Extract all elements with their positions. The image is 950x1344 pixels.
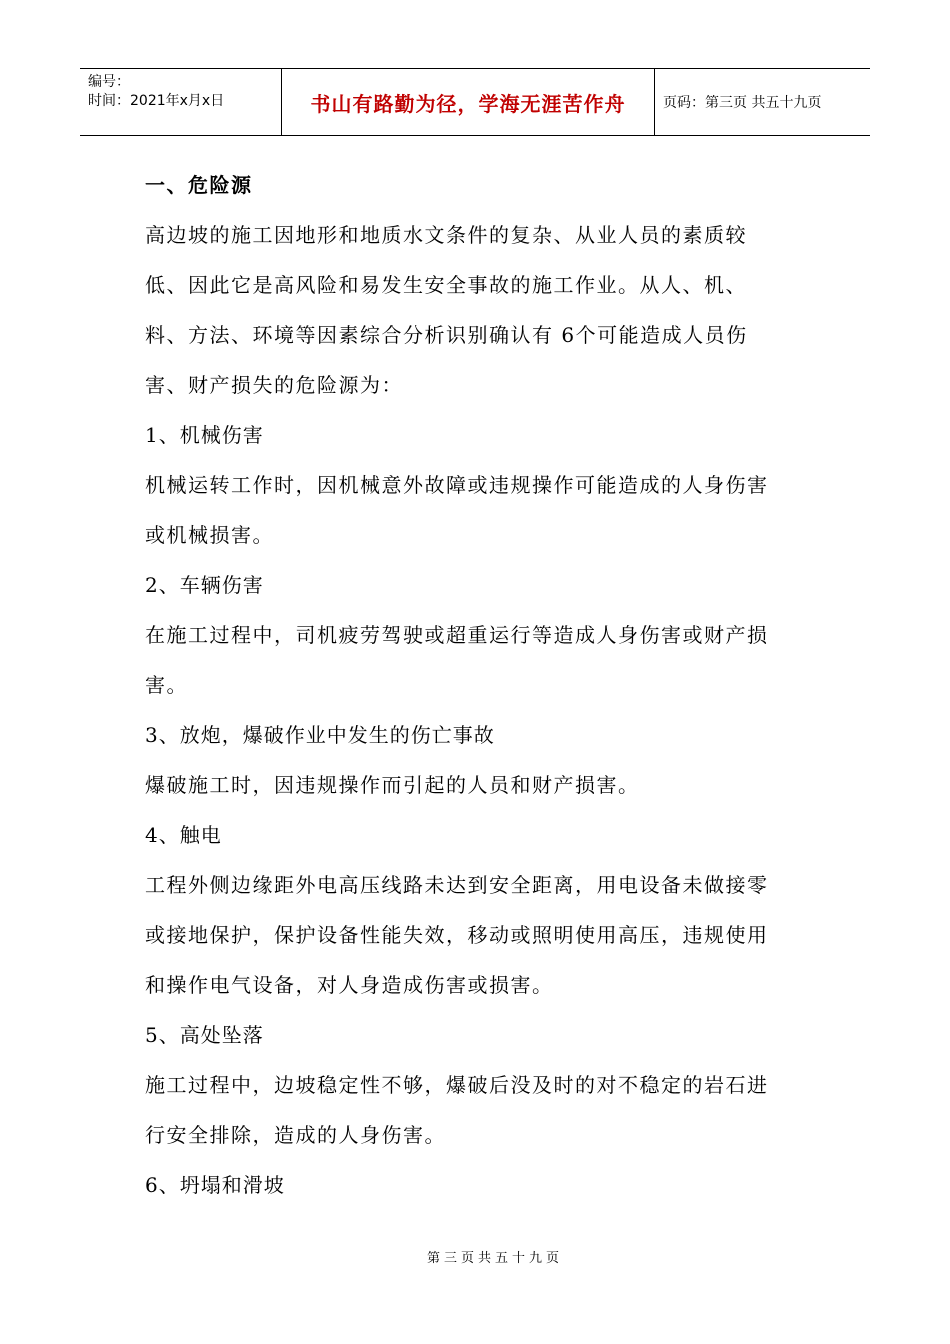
date-label: 时间：2021年x月x日 [88, 93, 225, 109]
paragraph-line: 和操作电气设备，对人身造成伤害或损害。 [145, 973, 554, 997]
paragraph-line: 低、因此它是高风险和易发生安全事故的施工作业。从人、机、 [145, 273, 747, 297]
number-label: 编号： [88, 74, 130, 90]
paragraph-line: 料、方法、环境等因素综合分析识别确认有 6个可能造成人员伤 [145, 323, 748, 347]
paragraph-line: 爆破施工时，因违规操作而引起的人员和财产损害。 [145, 773, 640, 797]
paragraph-line: 行安全排除，造成的人身伤害。 [145, 1123, 446, 1147]
paragraph-line: 机械运转工作时，因机械意外故障或违规操作可能造成的人身伤害 [145, 473, 769, 497]
paragraph-line: 在施工过程中，司机疲劳驾驶或超重运行等造成人身伤害或财产损 [145, 623, 769, 647]
hazard-item-title: 6、坍塌和滑坡 [145, 1173, 285, 1197]
hazard-item-title: 2、车辆伤害 [145, 573, 264, 597]
hazard-item-title: 1、机械伤害 [145, 423, 264, 447]
header-meta [80, 69, 282, 135]
header-page-info: 页码：第三页 共五十九页 [663, 95, 822, 111]
paragraph-line: 工程外侧边缘距外电高压线路未达到安全距离，用电设备未做接零 [145, 873, 769, 897]
paragraph-line: 或接地保护，保护设备性能失效，移动或照明使用高压，违规使用 [145, 923, 769, 947]
document-body [145, 160, 810, 1210]
paragraph-line: 害。 [145, 673, 188, 697]
paragraph-line: 施工过程中，边坡稳定性不够，爆破后没及时的对不稳定的岩石进 [145, 1073, 769, 1097]
page-header [80, 68, 870, 136]
paragraph-line: 或机械损害。 [145, 523, 274, 547]
header-motto: 书山有路勤为径，学海无涯苦作舟 [282, 69, 655, 135]
page-footer: 第三页共五十九页 [426, 1251, 563, 1266]
hazard-item-title: 3、放炮，爆破作业中发生的伤亡事故 [145, 723, 495, 747]
hazard-item-title: 5、高处坠落 [145, 1023, 264, 1047]
section-heading: 一、危险源 [145, 173, 253, 197]
hazard-item-title: 4、触电 [145, 823, 222, 847]
paragraph-line: 害、财产损失的危险源为： [145, 373, 403, 397]
paragraph-line: 高边坡的施工因地形和地质水文条件的复杂、从业人员的素质较 [145, 223, 747, 247]
